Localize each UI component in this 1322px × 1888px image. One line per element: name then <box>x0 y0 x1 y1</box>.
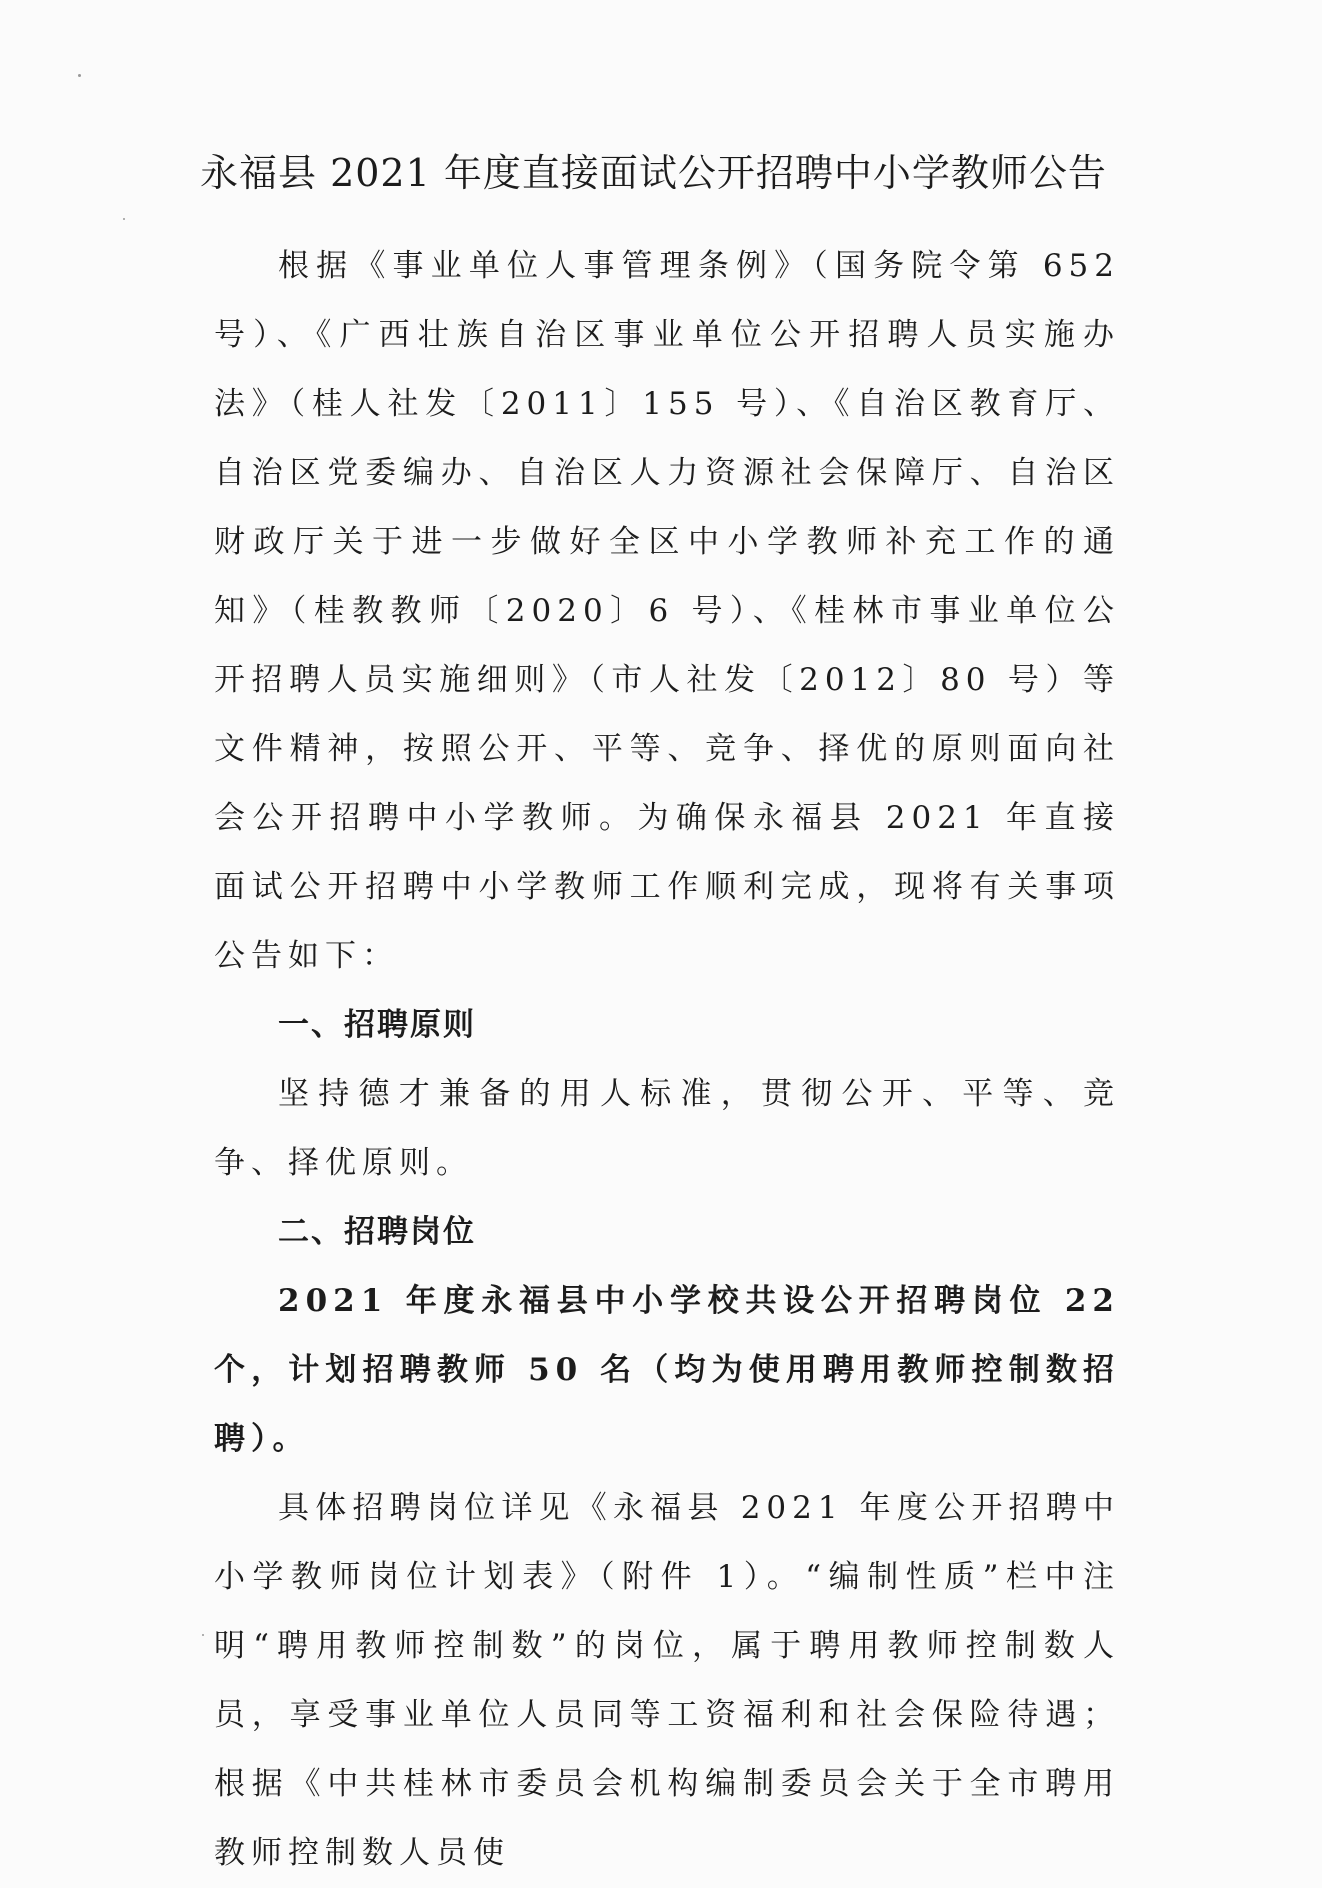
scan-speck <box>123 218 125 220</box>
positions-summary-paragraph: 2021 年度永福县中小学校共设公开招聘岗位 22 个，计划招聘教师 50 名（均为使用聘用教师控制数招聘）。 <box>214 1283 1120 1457</box>
intro-paragraph: 根据《事业单位人事管理条例》（国务院令第 652 号）、《广西壮族自治区事业单位公开招聘人员实施办法》（桂人社发〔2011〕155 号）、《自治区教育厅、自治区党委编办、自治区人力资源社会保障厅、自治区财政厅关于进一步做好全区中小学教师补充工作的通知》（桂教教师〔2020〕6 号）、《桂林市事业单位公开招聘人员实施细则》（市人社发〔2012〕80 号）等文件精神，按照公开、平等、竞争、择优的原则面向社会公开招聘中小学教师。为确保永福县 2021 年直接面试公开招聘中小学教师工作顺利完成，现将有关事项公告如下： <box>214 248 1120 974</box>
document-body <box>214 232 1120 1888</box>
section-heading-principles: 一、招聘原则 <box>278 1007 476 1043</box>
principles-paragraph: 坚持德才兼备的用人标准，贯彻公开、平等、竞争、择优原则。 <box>214 1076 1120 1181</box>
page-title: 永福县 2021 年度直接面试公开招聘中小学教师公告 <box>200 151 1107 195</box>
positions-detail-paragraph: 具体招聘岗位详见《永福县 2021 年度公开招聘中小学教师岗位计划表》（附件 1）。“编制性质”栏中注明“聘用教师控制数”的岗位，属于聘用教师控制数人员，享受事业单位人员同等工资福利和社会保险待遇；根据《中共桂林市委员会机构编制委员会关于全市聘用教师控制数人员使 <box>214 1490 1120 1871</box>
scan-speck <box>202 1634 204 1636</box>
section-heading-positions: 二、招聘岗位 <box>278 1214 476 1250</box>
scan-speck <box>78 74 81 77</box>
